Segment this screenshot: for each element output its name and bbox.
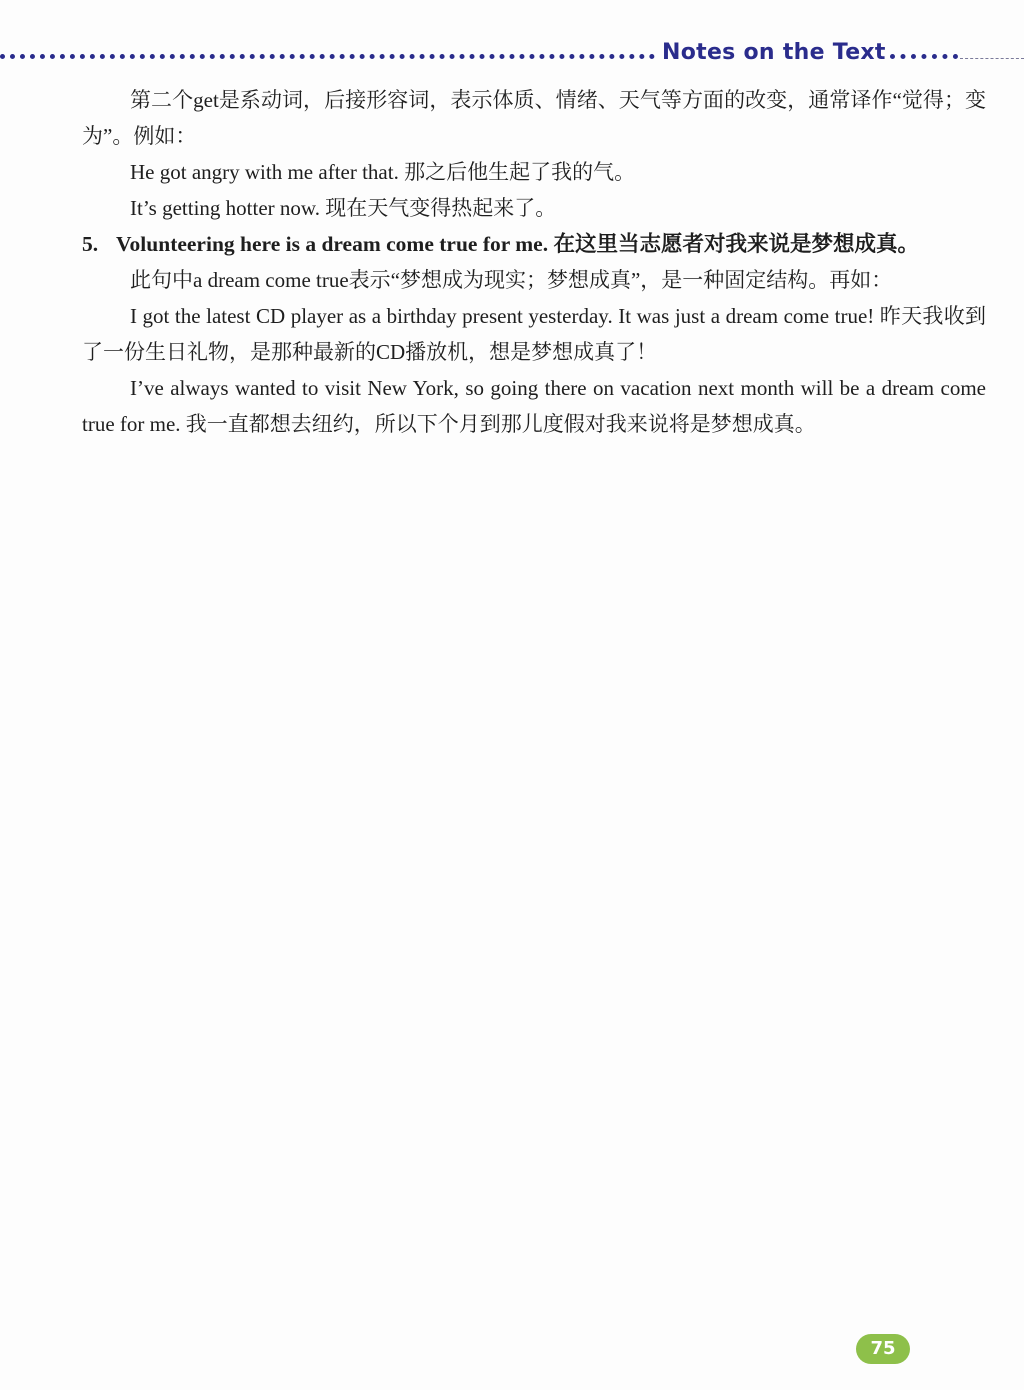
explanation-paragraph-get: 第二个get是系动词，后接形容词，表示体质、情绪、天气等方面的改变，通常译作“觉得；变为”。例如： bbox=[82, 88, 986, 148]
example-sentence-angry: He got angry with me after that. 那之后他生起了我的气。 bbox=[130, 160, 636, 184]
page-number-badge: 75 bbox=[856, 1334, 910, 1364]
example-paragraph-new-york: I’ve always wanted to visit New York, so going there on vacation next month will be a dream come true for me. 我一直都想去纽约，所以下个月到那儿度假对我来说将是梦想成真。 bbox=[82, 376, 986, 436]
example-paragraph-cd-player: I got the latest CD player as a birthday present yesterday. It was just a dream come true! 昨天我收到了一份生日礼物，是那种最新的CD播放机，想是梦想成真了！ bbox=[82, 304, 986, 364]
note-item-5 bbox=[82, 226, 986, 262]
note-heading: Volunteering here is a dream come true for me. 在这里当志愿者对我来说是梦想成真。 bbox=[116, 232, 919, 256]
example-sentence-hotter: It’s getting hotter now. 现在天气变得热起来了。 bbox=[130, 196, 557, 220]
header-dashed-line bbox=[960, 58, 1024, 59]
header-dotted-line-left bbox=[0, 54, 655, 59]
explanation-paragraph-dream: 此句中a dream come true表示“梦想成为现实；梦想成真”，是一种固定结构。再如： bbox=[130, 268, 893, 292]
notes-body bbox=[82, 82, 986, 442]
note-number: 5. bbox=[82, 232, 99, 256]
header-dotted-line-right bbox=[890, 54, 958, 59]
running-header-title: Notes on the Text bbox=[662, 40, 886, 65]
